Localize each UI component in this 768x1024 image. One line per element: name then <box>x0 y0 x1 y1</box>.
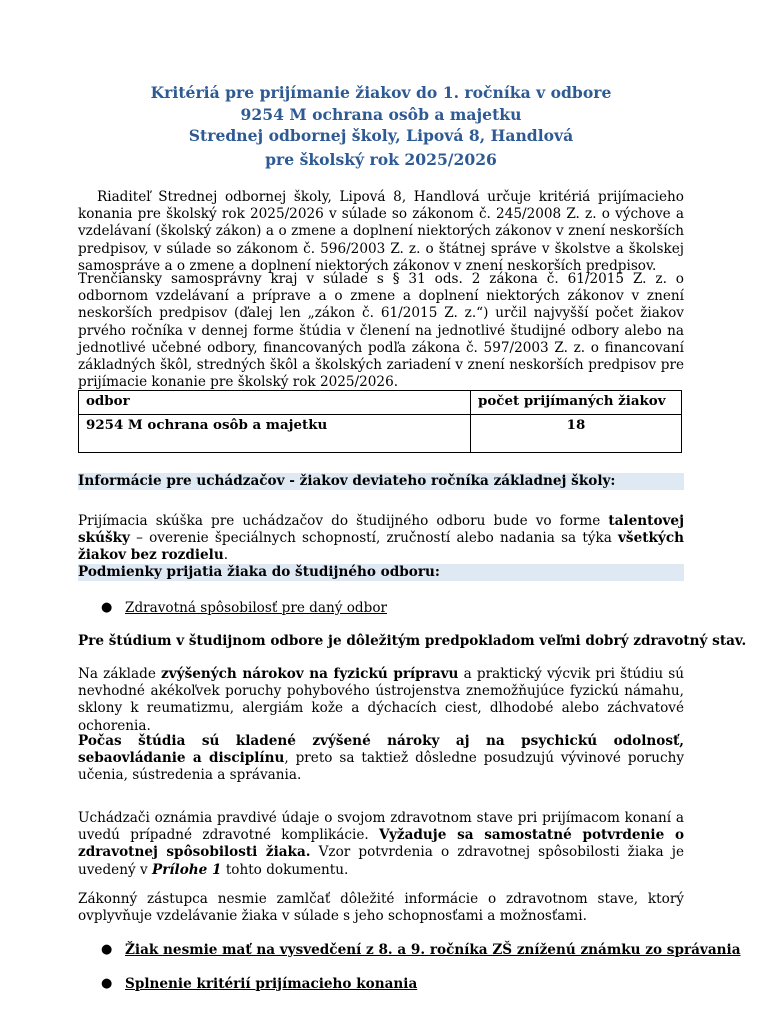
table-cell-odbor: 9254 M ochrana osôb a majetku <box>79 415 471 453</box>
physical-paragraph <box>78 666 684 735</box>
guardian-paragraph: Zákonný zástupca nesmie zamlčať dôležité informácie o zdravotnom stave, ktorý ovplyvňuje vzdelávanie žiaka v súlade s jeho schopnosťami a možnosťami. <box>78 891 684 925</box>
health-text-b: Vzor potvrdenia o zdravotnej spôsobilosti žiaka je uvedený v <box>78 844 684 878</box>
psych-bold: Počas štúdia sú kladené zvýšené nároky aj na psychickú odolnosť, sebaovládanie a disciplínu <box>78 733 684 767</box>
section-heading-conditions: Podmienky prijatia žiaka do študijného odboru: <box>78 564 684 581</box>
table-header-count: počet prijímaných žiakov <box>471 391 682 415</box>
physical-text-a: Na základe <box>78 666 162 682</box>
bullet-dot-icon: ● <box>101 976 113 991</box>
section-heading-info: Informácie pre uchádzačov - žiakov deviateho ročníka základnej školy: <box>78 473 684 490</box>
exam-paragraph <box>78 513 684 565</box>
bullet-health-label: Zdravotná spôsobilosť pre daný odbor <box>125 600 388 616</box>
health-text-a: Uchádzači oznámia pravdivé údaje o svojom zdravotnom stave pri prijímacom konaní a uvedú prípadné zdravotné komplikácie. <box>78 810 684 844</box>
table-header-odbor: odbor <box>79 391 471 415</box>
health-statement: Pre štúdium v študijnom odbore je dôležitým predpokladom veľmi dobrý zdravotný stav. <box>78 633 747 649</box>
title-line-1: Kritériá pre prijímanie žiakov do 1. ročníka v odbore <box>150 83 612 102</box>
bullet-dot-icon: ● <box>101 600 113 615</box>
bullet-health-fitness <box>125 600 387 616</box>
table-row <box>79 415 682 453</box>
title-line-3: Strednej odbornej školy, Lipová 8, Handlová <box>188 126 574 145</box>
bullet-dot-icon: ● <box>101 942 113 957</box>
admission-table <box>78 390 682 453</box>
exam-bold-all: všetkých žiakov bez rozdielu <box>78 530 684 564</box>
table-header-row <box>79 391 682 415</box>
health-text-c: tohto dokumentu. <box>221 861 349 878</box>
exam-text-b: – overenie špeciálnych schopností, zručností alebo nadania sa týka <box>129 530 619 547</box>
document-title <box>78 82 684 170</box>
exam-text-c: . <box>223 547 229 564</box>
psych-paragraph <box>78 733 684 785</box>
title-line-4: pre školský rok 2025/2026 <box>265 149 497 169</box>
exam-text-a: Prijímacia skúška pre uchádzačov do študijného odboru bude vo forme <box>78 513 609 529</box>
physical-text-b: a praktický výcvik pri štúdiu sú nevhodné akékoľvek poruchy pohybového ústrojenstva znemožňujúce fyzickú námahu, sklony k reumatizmu, alergiám kože a dýchacích ciest, dlhodobé alebo záchvatové ochorenia. <box>78 666 684 734</box>
physical-bold: zvýšených nárokov na fyzickú prípravu <box>161 666 459 682</box>
health-report-paragraph <box>78 810 684 879</box>
psych-text: , preto sa taktiež dôsledne posudzujú vývinové poruchy učenia, sústredenia a správania. <box>78 750 685 784</box>
intro-paragraph-2: Trenčiansky samosprávny kraj v súlade s § 31 ods. 2 zákona č. 61/2015 Z. z. o odbornom vzdelávaní a príprave a o zmene a doplnení niektorých zákonov v znení neskorších predpisov (ďalej len „zákon č. 61/2015 Z. z.“) určil najvyšší počet žiakov prvého ročníka v dennej forme štúdia v členení na jednotlivé študijné odbory alebo na jednotlivé učebné odbory, financovaných podľa zákona č. 597/2003 Z. z. o financovaní základných škôl, stredných škôl a školských zariadení v znení neskorších predpisov pre prijímacie konanie pre školský rok 2025/2026. <box>78 271 684 391</box>
table-cell-count: 18 <box>471 415 682 453</box>
intro-paragraph-1: Riaditeľ Strednej odbornej školy, Lipová 8, Handlová určuje kritériá prijímacieho konania pre školský rok 2025/2026 v súlade so zákonom č. 245/2008 Z. z. o výchove a vzdelávaní (školský zákon) a o zmene a doplnení niektorých zákonov v znení neskorších predpisov, v súlade so zákonom č. 596/2003 Z. z. o štátnej správe v školstve a školskej samospráve a o zmene a doplnení niektorých zákonov v znení neskorších predpisov. <box>78 189 684 274</box>
bullet-behavior: Žiak nesmie mať na vysvedčení z 8. a 9. ročníka ZŠ zníženú známku zo správania <box>125 942 741 958</box>
health-annex-ref: Prílohe 1 <box>151 861 222 878</box>
bullet-criteria: Splnenie kritérií prijímacieho konania <box>125 976 418 992</box>
exam-bold-talent: talentovej skúšky <box>78 513 684 547</box>
health-bold: Vyžaduje sa samostatné potvrdenie o zdravotnej spôsobilosti žiaka. <box>78 827 685 861</box>
title-line-2: 9254 M ochrana osôb a majetku <box>240 104 522 124</box>
